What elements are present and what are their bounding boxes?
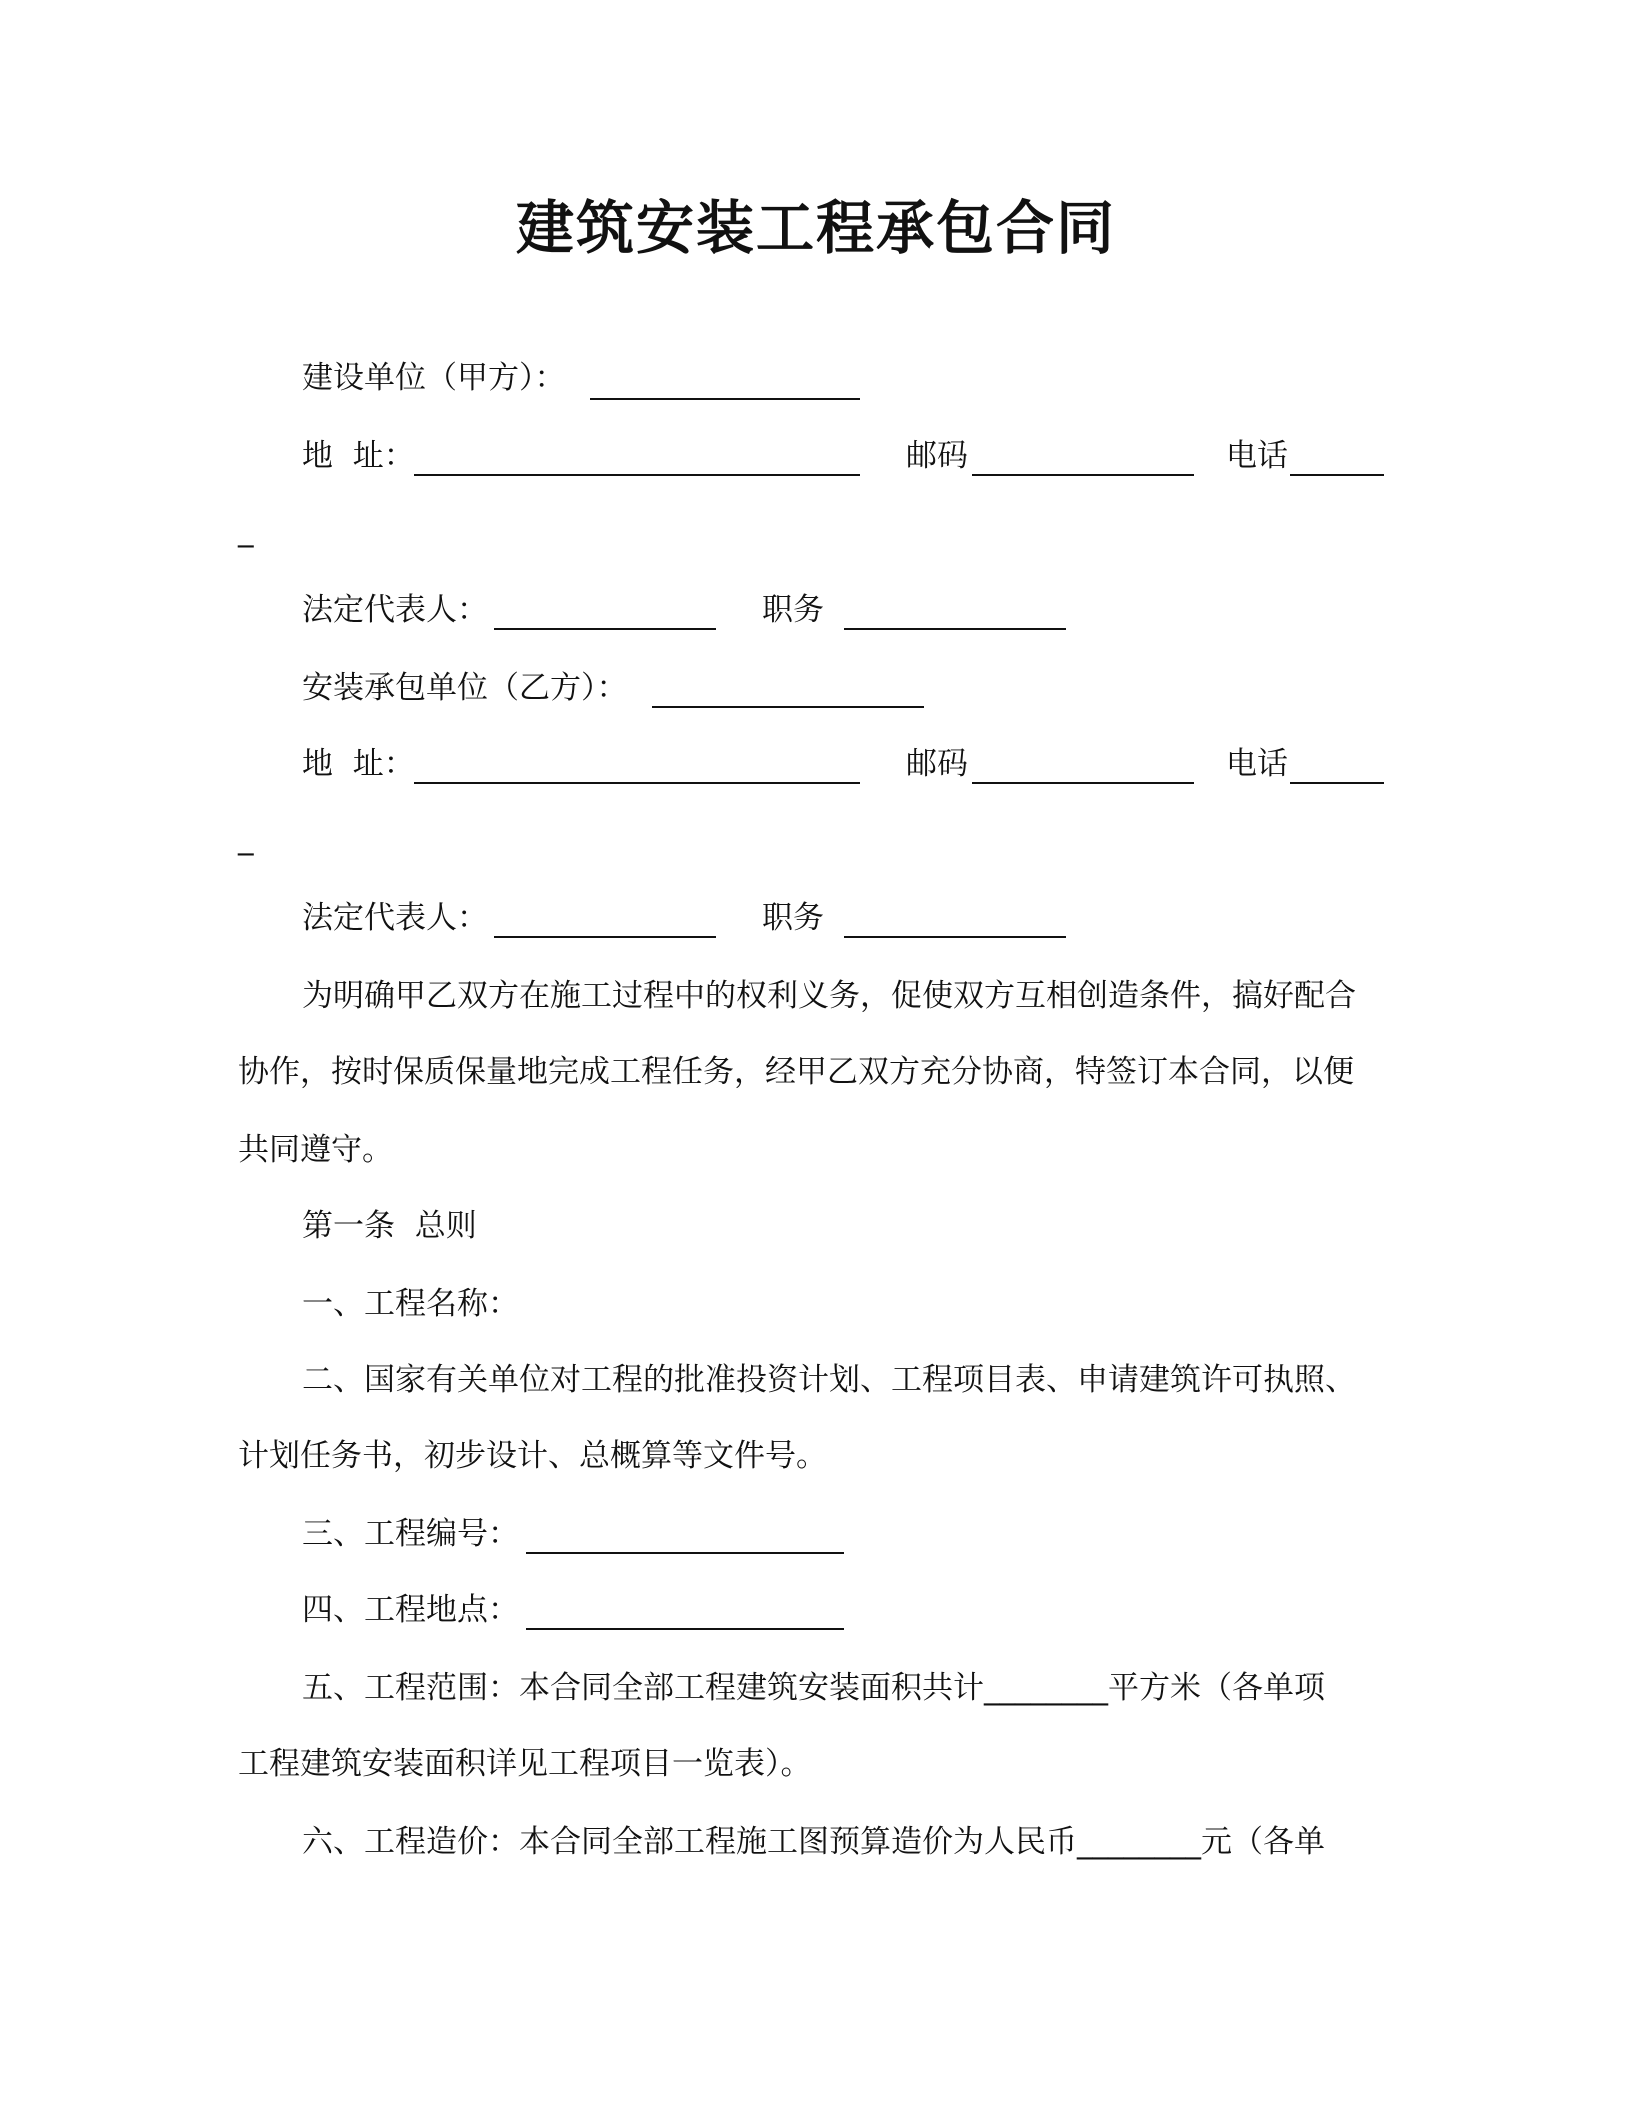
party-a-postcode-blank[interactable] [972,474,1194,476]
article-1-item-1: 一、工程名称： [302,1286,519,1322]
party-b-unit-blank[interactable] [652,706,924,708]
party-a-unit-blank[interactable] [590,398,860,400]
party-b-position-label: 职务 [762,900,824,936]
party-a-rep-blank[interactable] [494,628,716,630]
party-b-postcode-label: 邮码 [906,746,968,782]
party-a-position-blank[interactable] [844,628,1066,630]
article-1-item-5-line-2: 工程建筑安装面积详见工程项目一览表）。 [238,1746,812,1782]
party-a-address-blank[interactable] [414,474,860,476]
party-b-position-blank[interactable] [844,936,1066,938]
document-title: 建筑安装工程承包合同 [515,194,1116,262]
article-1-item-4: 四、工程地点： [302,1592,519,1628]
intro-line-2: 协作，按时保质保量地完成工程任务，经甲乙双方充分协商，特签订本合同，以便 [238,1054,1354,1090]
party-a-phone-blank[interactable] [1290,474,1384,476]
party-b-rep-label: 法定代表人： [302,900,488,936]
party-a-postcode-label: 邮码 [906,438,968,474]
party-a-unit-label: 建设单位（甲方）： [302,360,566,396]
party-b-phone-label: 电话 [1226,746,1288,782]
party-a-phone-wrap: _ [238,512,254,548]
party-a-phone-label: 电话 [1226,438,1288,474]
article-1-item-6-line-1: 六、工程造价：本合同全部工程施工图预算造价为人民币________元（各单 [302,1824,1325,1860]
party-b-phone-blank[interactable] [1290,782,1384,784]
article-1-item-3: 三、工程编号： [302,1516,519,1552]
party-a-address-label: 地 址： [302,438,415,474]
project-location-blank[interactable] [526,1628,844,1630]
party-b-postcode-blank[interactable] [972,782,1194,784]
party-b-address-label: 地 址： [302,746,415,782]
intro-line-1: 为明确甲乙双方在施工过程中的权利义务，促使双方互相创造条件，搞好配合 [302,978,1356,1014]
party-b-phone-wrap: _ [238,820,254,856]
article-1-item-2-line-1: 二、国家有关单位对工程的批准投资计划、工程项目表、申请建筑许可执照、 [302,1362,1356,1398]
article-1-item-2-line-2: 计划任务书，初步设计、总概算等文件号。 [238,1438,827,1474]
project-number-blank[interactable] [526,1552,844,1554]
party-b-address-blank[interactable] [414,782,860,784]
article-1-heading: 第一条 总则 [302,1208,477,1244]
party-a-rep-label: 法定代表人： [302,592,488,628]
party-b-unit-label: 安装承包单位（乙方）： [302,670,628,706]
article-1-item-5-line-1: 五、工程范围：本合同全部工程建筑安装面积共计________平方米（各单项 [302,1670,1325,1706]
party-a-position-label: 职务 [762,592,824,628]
party-b-rep-blank[interactable] [494,936,716,938]
intro-line-3: 共同遵守。 [238,1132,393,1168]
